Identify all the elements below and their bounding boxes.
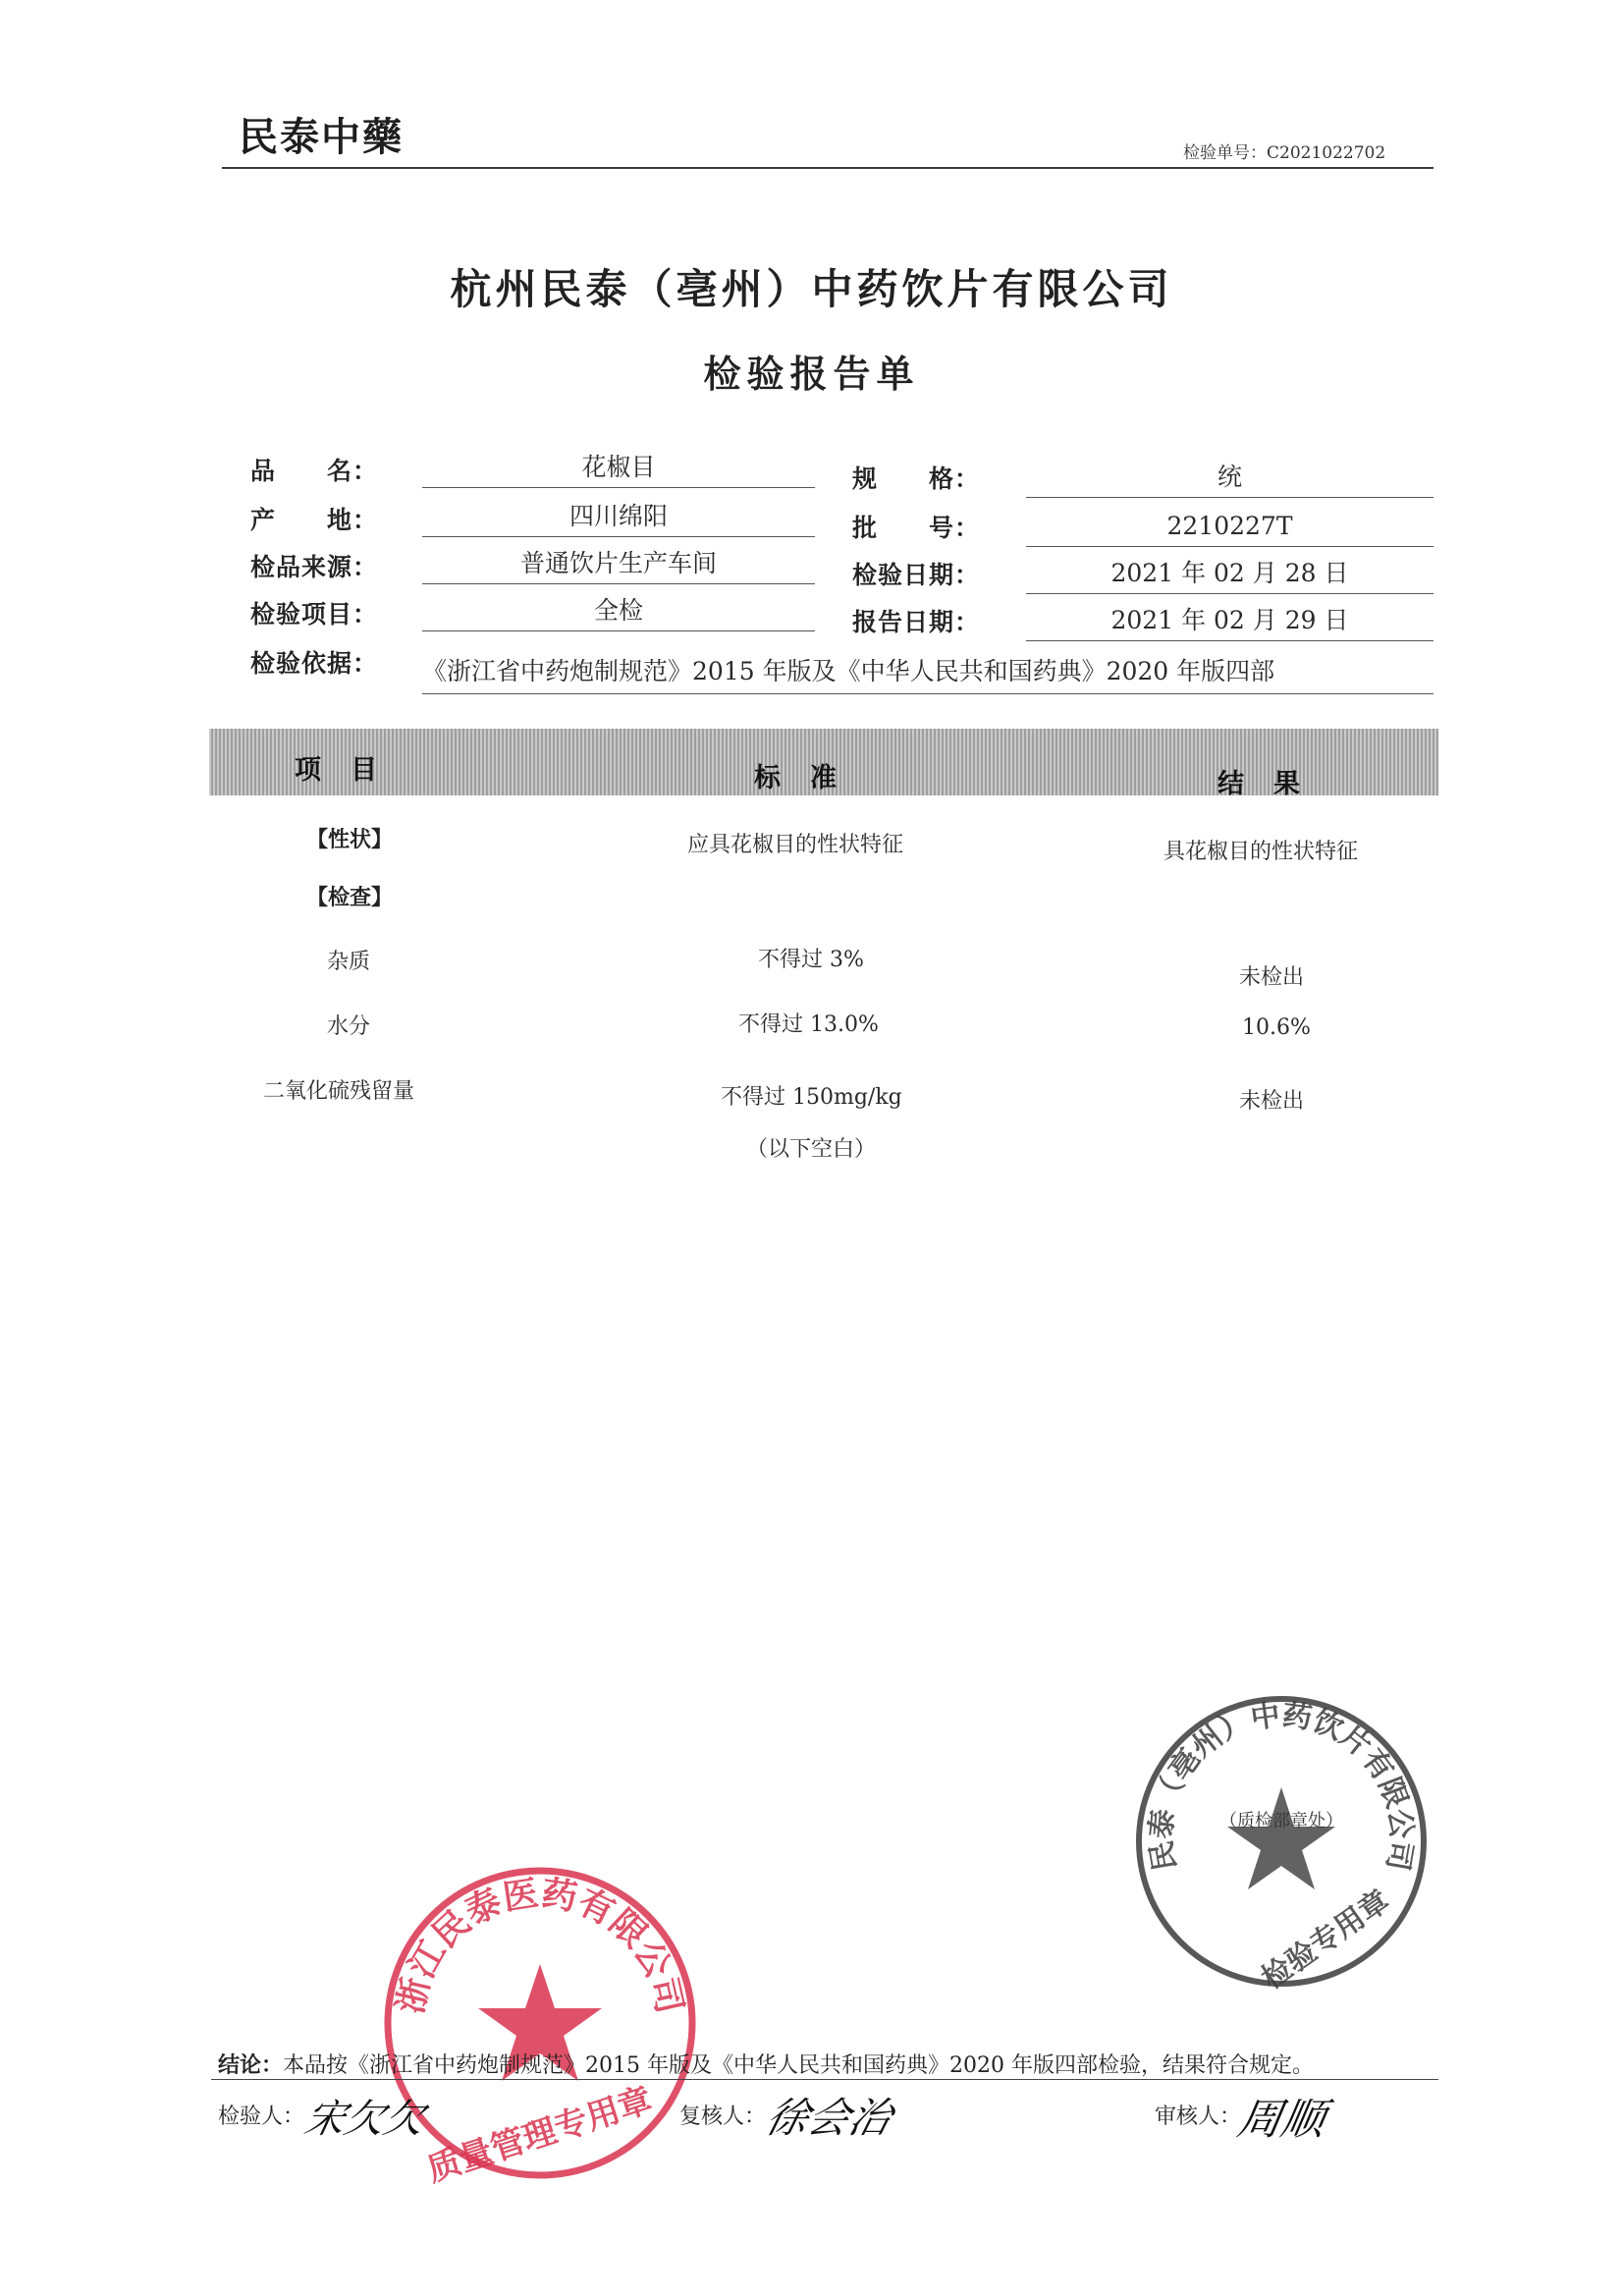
svg-text:检验专用章: 检验专用章 [1255,1884,1396,1994]
header-divider [222,167,1434,169]
table-row-standard: 不得过 13.0% [738,1012,879,1037]
basis-label: 检验依据： [250,649,379,678]
report-date-label: 报告日期： [852,608,981,636]
quality-management-seal [378,1861,702,2189]
inspection-seal [1129,1689,1434,1997]
inspector-label: 检验人： [218,2105,305,2129]
reviewer-signature: 徐会治 [761,2094,897,2142]
table-row-item: 【检查】 [306,886,394,910]
column-header-standard: 标准 [754,763,866,793]
item-value: 全检 [422,591,815,631]
table-row-standard: 不得过 150mg/kg [721,1085,902,1110]
svg-text:民泰（亳州）中药饮片有限公司: 民泰（亳州）中药饮片有限公司 [1144,1698,1419,1874]
table-row-item: 二氧化硫残留量 [263,1079,415,1104]
table-row-result: 未检出 [1239,1089,1305,1114]
source-value: 普通饮片生产车间 [422,544,815,584]
footer-divider [211,2079,1438,2080]
inspector-signature: 宋欠欠 [300,2097,429,2142]
origin-label: 产 地： [250,506,379,534]
svg-text:质量管理专用章: 质量管理专用章 [422,2080,658,2185]
approver-label: 审核人： [1155,2105,1242,2129]
origin-value: 四川绵阳 [422,497,815,537]
approver-signature: 周顺 [1233,2095,1329,2145]
column-header-result: 结果 [1217,769,1329,799]
batch-number: 2210227T [1026,507,1434,547]
report-number [1183,138,1385,163]
inspection-seal-graphic [1129,1689,1434,1994]
report-number-value: C2021022702 [1267,143,1386,163]
name-label: 品 名： [250,457,379,485]
document-title: 检验报告单 [703,353,920,396]
quality-management-seal-graphic [378,1861,702,2185]
svg-text:（质检部章处）: （质检部章处） [1219,1811,1343,1831]
blank-below-note: （以下空白） [746,1137,877,1162]
table-row-item: 水分 [327,1014,371,1039]
company-logo: 民泰中藥 [239,115,404,160]
company-name: 杭州民泰（亳州）中药饮片有限公司 [450,265,1173,313]
item-label: 检验项目： [250,600,379,629]
product-name: 花椒目 [422,448,815,488]
inspect-date: 2021 年 02 月 28 日 [1026,554,1434,594]
inspect-date-label: 检验日期： [852,561,981,589]
conclusion-label: 结论： [218,2053,284,2078]
table-row-result: 具花椒目的性状特征 [1163,840,1359,864]
column-header-item: 项目 [295,755,406,786]
batch-label: 批 号： [852,514,981,542]
spec-label: 规 格： [852,465,981,493]
conclusion [218,2049,1435,2079]
basis-value: 《浙江省中药炮制规范》2015 年版及《中华人民共和国药典》2020 年版四部 [422,650,1434,694]
table-row-standard: 应具花椒目的性状特征 [687,833,904,857]
report-number-label: 检验单号： [1183,143,1267,163]
table-row-standard: 不得过 3% [758,948,864,972]
reviewer-label: 复核人： [679,2105,767,2129]
conclusion-text: 本品按《浙江省中药炮制规范》2015 年版及《中华人民共和国药典》2020 年版四部检验，结果符合规定。 [283,2053,1314,2078]
svg-text:浙江民泰医药有限公司: 浙江民泰医药有限公司 [390,1873,690,2018]
source-label: 检品来源： [250,553,379,581]
table-row-result: 10.6% [1242,1015,1311,1040]
table-row-item: 【性状】 [306,828,394,852]
spec-value: 统 [1026,458,1434,498]
report-date: 2021 年 02 月 29 日 [1026,601,1434,641]
table-row-item: 杂质 [327,950,371,974]
table-row-result: 未检出 [1239,965,1305,990]
